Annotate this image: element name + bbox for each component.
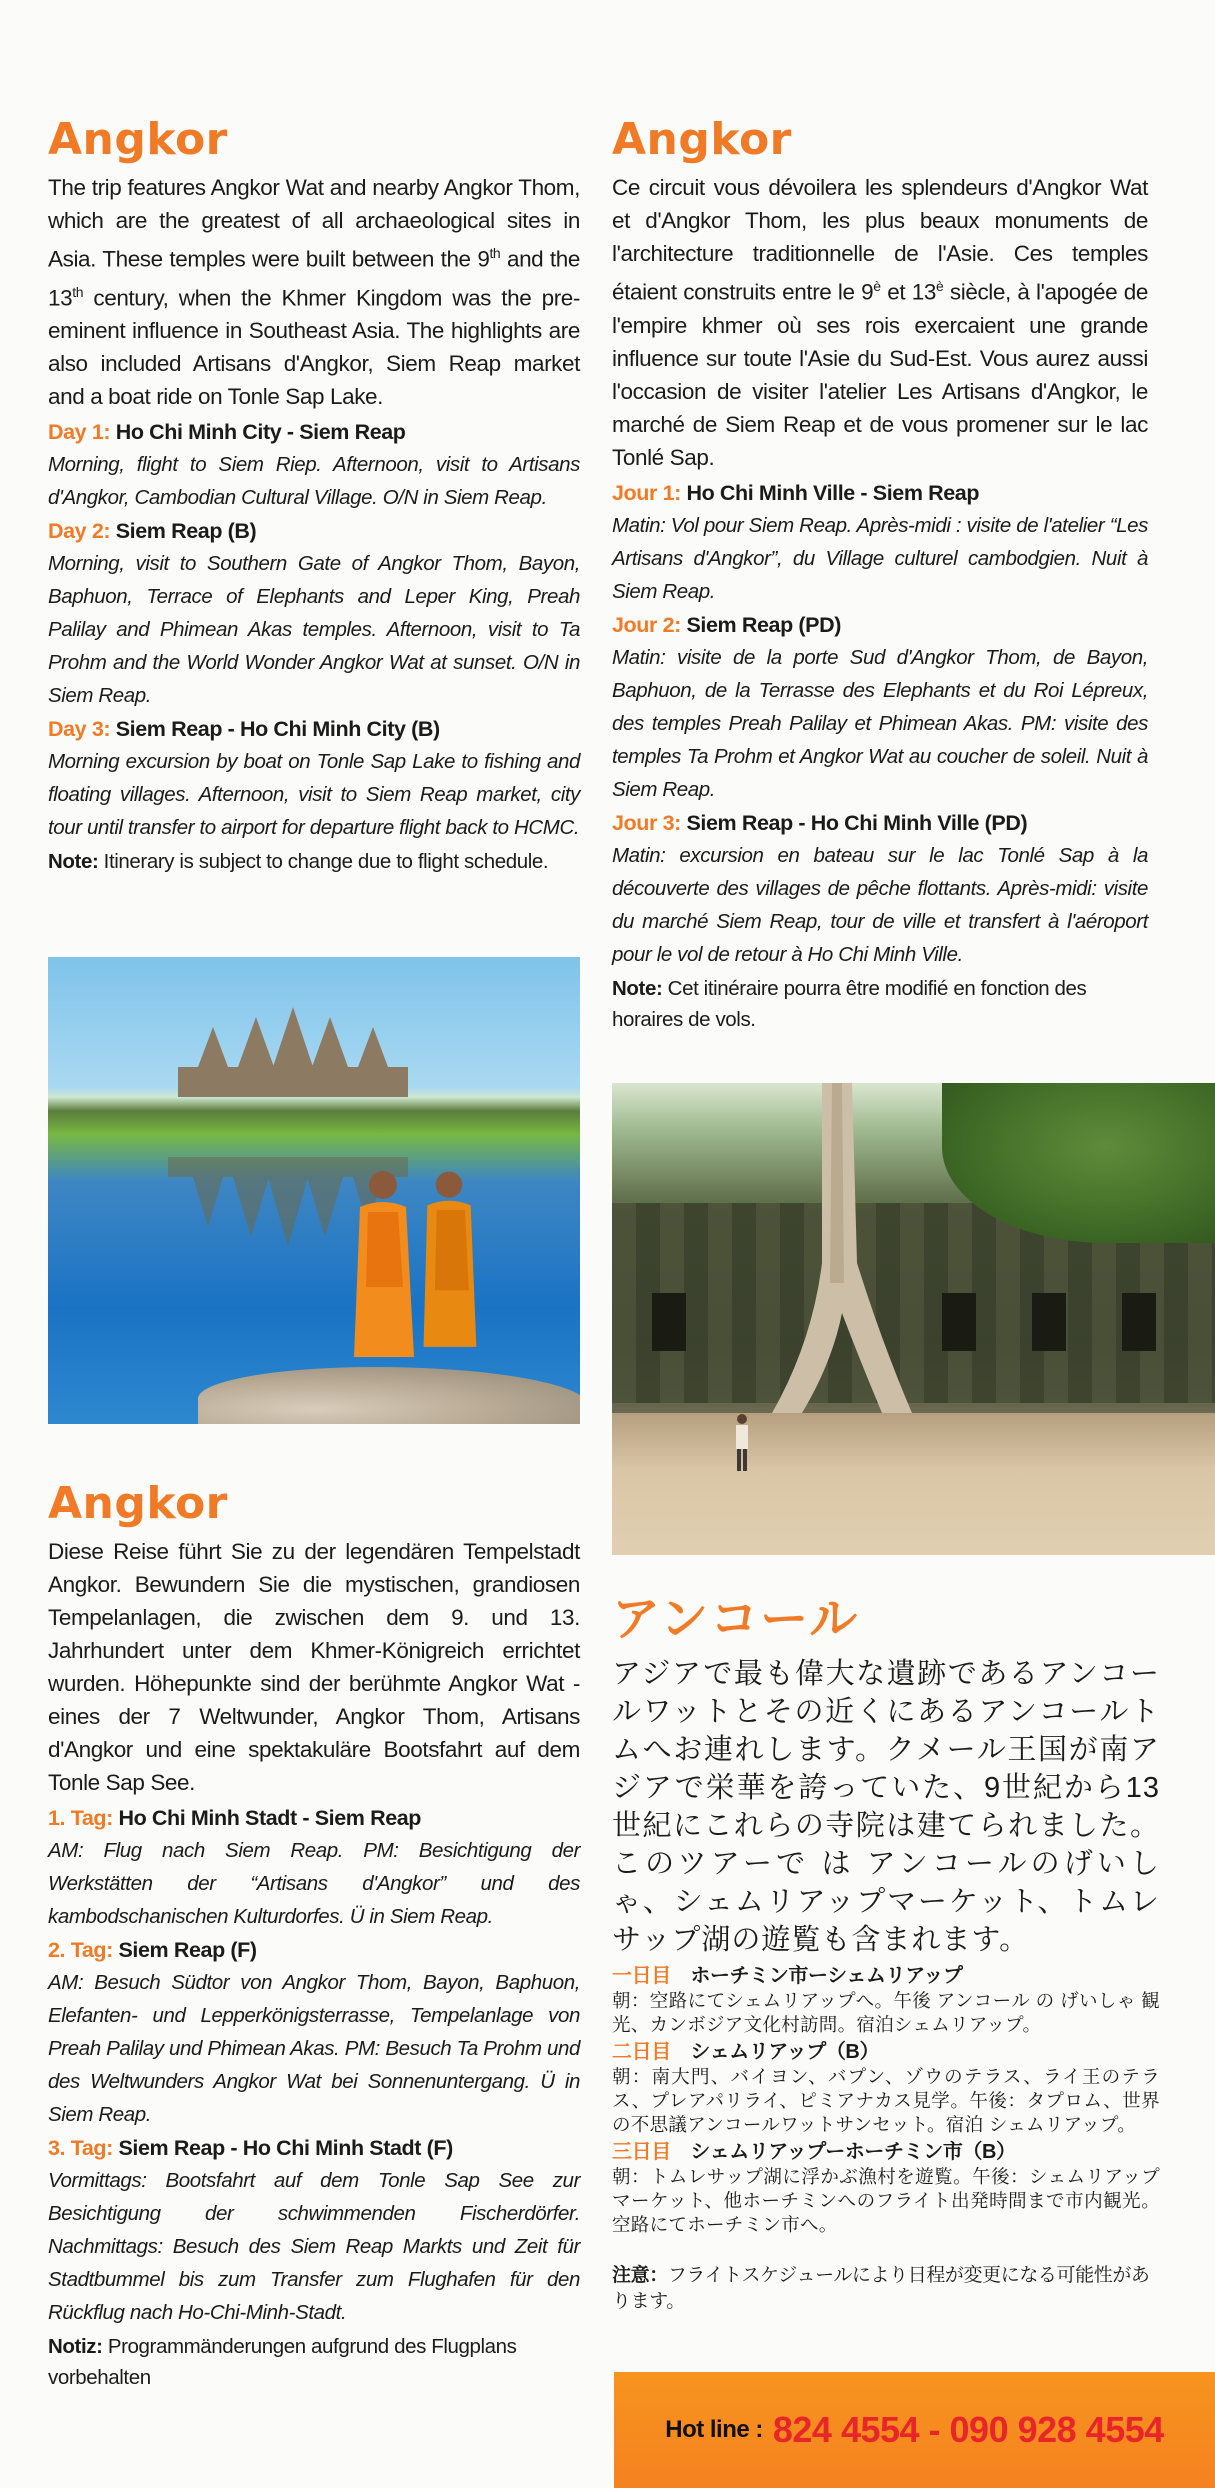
monk-figure-right — [416, 1162, 482, 1362]
japanese-intro: アジアで最も偉大な遺跡であるアンコールワットとその近くにあるアンコールトムへお連れします。クメール王国が南アジアで栄華を誇っていた、9世紀から13世紀にこれらの寺院は建てられました。このツアーで は アンコールのげいしゃ、シェムリアップマーケット、トムレサップ湖の遊覧も含まれます。 — [612, 1658, 1160, 1956]
japanese-section — [612, 1580, 1160, 2315]
german-note: Notiz: Programmänderungen aufgrund des Flugplans vorbehalten — [48, 2335, 517, 2389]
japanese-day-1-desc: 朝：空路にてシェムリアップへ。午後 アンコール の げいしゃ 観光、カンボジア文化村訪問。宿泊シェムリアップ。 — [612, 1990, 1160, 2035]
french-title: Angkor — [612, 114, 792, 165]
hotline-banner — [614, 2372, 1215, 2488]
temple-silhouette — [178, 1007, 408, 1097]
german-day-1-title: 1. Tag: Ho Chi Minh Stadt - Siem Reap — [48, 1806, 422, 1830]
german-day-2-title: 2. Tag: Siem Reap (F) — [48, 1938, 257, 1962]
french-note: Note: Cet itinéraire pourra être modifié en fonction des horaires de vols. — [612, 976, 1087, 1031]
french-day-1-title: Jour 1: Ho Chi Minh Ville - Siem Reap — [612, 480, 980, 505]
german-section — [48, 1478, 580, 2393]
english-intro: The trip features Angkor Wat and nearby Angkor Thom, which are the greatest of all archaeological sites in Asia. These temples were built between the 9th and the 13th century, when the Khmer Kingdom was the pre-eminent influence in Southeast Asia. The highlights are also included Artisans d'Angkor, Siem Reap market and a boat ride on Tonle Sap Lake. — [48, 175, 580, 409]
hotline-numbers[interactable]: 824 4554 - 090 928 4554 — [772, 2409, 1164, 2450]
monk-figure-left — [348, 1167, 418, 1367]
french-day-1-desc: Matin: Vol pour Siem Reap. Après-midi : visite de l'atelier “Les Artisans d'Angkor”, du Village culturel cambodgien. Nuit à Siem Reap. — [612, 513, 1148, 603]
german-intro: Diese Reise führt Sie zu der legendären Tempelstadt Angkor. Bewundern Sie die mystischen, grandiosen Tempelanlagen, die zwischen dem 9. und 13. Jahrhundert unter dem Khmer-Königreich errichtet wurden. Höhepunkte sind der berühmte Angkor Wat - eines der 7 Weltwunder, Angkor Thom, Artisans d'Angkor und eine spektakuläre Bootsfahrt auf dem Tonle Sap See. — [48, 1539, 580, 1795]
banyan-tree-roots — [762, 1083, 912, 1413]
french-day-3-title: Jour 3: Siem Reap - Ho Chi Minh Ville (PD) — [612, 810, 1028, 835]
german-day-3-title: 3. Tag: Siem Reap - Ho Chi Minh Stadt (F) — [48, 2136, 453, 2160]
angkor-wat-photo — [48, 957, 580, 1424]
english-day-2-desc: Morning, visit to Southern Gate of Angkor Thom, Bayon, Baphuon, Terrace of Elephants and Leper King, Preah Palilay and Phimean Akas temples. Afternoon, visit to Ta Prohm and the World Wonder Angkor Wat at sunset. O/N in Siem Reap. — [48, 552, 580, 707]
english-section — [48, 114, 580, 877]
french-intro: Ce circuit vous dévoilera les splendeurs d'Angkor Wat et d'Angkor Thom, les plus beaux monuments de l'architecture traditionnelle de l'Asie. Ces temples étaient construits entre le $9^è$ et $13^è$ siècle, à l'apogée de l'empire khmer où ses rois exercaient une grande influence sur toute l'Asie du Sud-Est. Vous aurez aussi l'occasion de visiter l'atelier Les Artisans d'Angkor, le marché de Siem Reap et de vous promener sur le lac Tonlé Sap. — [612, 175, 1148, 470]
english-day-2-title: Day 2: Siem Reap (B) — [48, 519, 257, 543]
japanese-day-1-title: 一日目 ホーチミン市ーシェムリアップ — [612, 1965, 963, 1987]
english-day-3-title: Day 3: Siem Reap - Ho Chi Minh City (B) — [48, 717, 440, 741]
english-day-1-desc: Morning, flight to Siem Riep. Afternoon, visit to Artisans d'Angkor, Cambodian Cultural Village. O/N in Siem Reap. — [48, 453, 580, 509]
japanese-day-2-title: 二日目 シェムリアップ（B） — [612, 2041, 880, 2063]
german-day-3-desc: Vormittags: Bootsfahrt auf dem Tonle Sap See zur Besichtigung der schwimmenden Fischerdörfer. Nachmittags: Besuch des Siem Reap Markts und Zeit für Stadtbummel bis zum Transfer zum Flughafen für den Rückflug nach Ho-Chi-Minh-Stadt. — [48, 2169, 580, 2324]
japanese-note: 注意：フライトスケジュールにより日程が変更になる可能性があります。 — [612, 2265, 1150, 2312]
hotline-label: Hot line : — [665, 2416, 763, 2443]
english-day-3-desc: Morning excursion by boat on Tonle Sap Lake to fishing and floating villages. Afternoon, visit to Siem Reap market, city tour until transfer to airport for departure flight back to HCMC. — [48, 750, 580, 839]
japanese-title: アンコール — [612, 1591, 860, 1647]
english-note: Note: Itinerary is subject to change due to flight schedule. — [48, 850, 549, 873]
japanese-day-3-title: 三日目 シェムリアップーホーチミン市（B） — [612, 2141, 1016, 2163]
english-day-1-title: Day 1: Ho Chi Minh City - Siem Reap — [48, 420, 406, 444]
french-day-2-desc: Matin: visite de la porte Sud d'Angkor Thom, de Bayon, Baphuon, de la Terrasse des Elephants et du Roi Lépreux, des temples Preah Palilay et Phimean Akas. PM: visite des temples Ta Prohm et Angkor Wat au coucher de soleil. Nuit à Siem Reap. — [612, 645, 1148, 801]
japanese-day-3-desc: 朝：トムレサップ湖に浮かぶ漁村を遊覧。午後：シェムリアップマーケット、他ホーチミンへのフライト出発時間まで市内観光。空路にてホーチミン市へ。 — [612, 2166, 1160, 2235]
ta-prohm-photo — [612, 1083, 1215, 1555]
stone-steps — [198, 1367, 580, 1424]
japanese-day-2-desc: 朝：南大門、バイヨン、バプン、ゾウのテラス、ライ王のテラス、プレアパリライ、ピミアナカス見学。午後：タプロム、世界の不思議アンコールワットサンセット。宿泊 シェムリアップ。 — [612, 2066, 1160, 2135]
french-day-3-desc: Matin: excursion en bateau sur le lac Tonlé Sap à la découverte des villages de pêche flottants. Après-midi: visite du marché Siem Reap, tour de ville et transfert à l'aéroport pour le vol de retour à Ho Chi Minh Ville. — [612, 843, 1148, 966]
german-title: Angkor — [48, 1478, 228, 1529]
english-title: Angkor — [48, 114, 228, 165]
french-section — [612, 114, 1148, 1035]
courtyard-ground — [612, 1413, 1215, 1555]
tourist-figure — [732, 1413, 752, 1473]
german-day-2-desc: AM: Besuch Südtor von Angkor Thom, Bayon, Baphuon, Elefanten- und Lepperkönigsterrasse, Tempelanlage von Preah Palilay und Phimean Akas. PM: Besuch Ta Prohm und des Weltwunders Angkor Wat bei Sonnenuntergang. Ü in Siem Reap. — [48, 1971, 580, 2126]
german-day-1-desc: AM: Flug nach Siem Reap. PM: Besichtigung der Werkstätten der “Artisans d'Angkor” und des kambodschanischen Kulturdorfes. Ü in Siem Reap. — [48, 1839, 580, 1928]
french-day-2-title: Jour 2: Siem Reap (PD) — [612, 612, 841, 637]
